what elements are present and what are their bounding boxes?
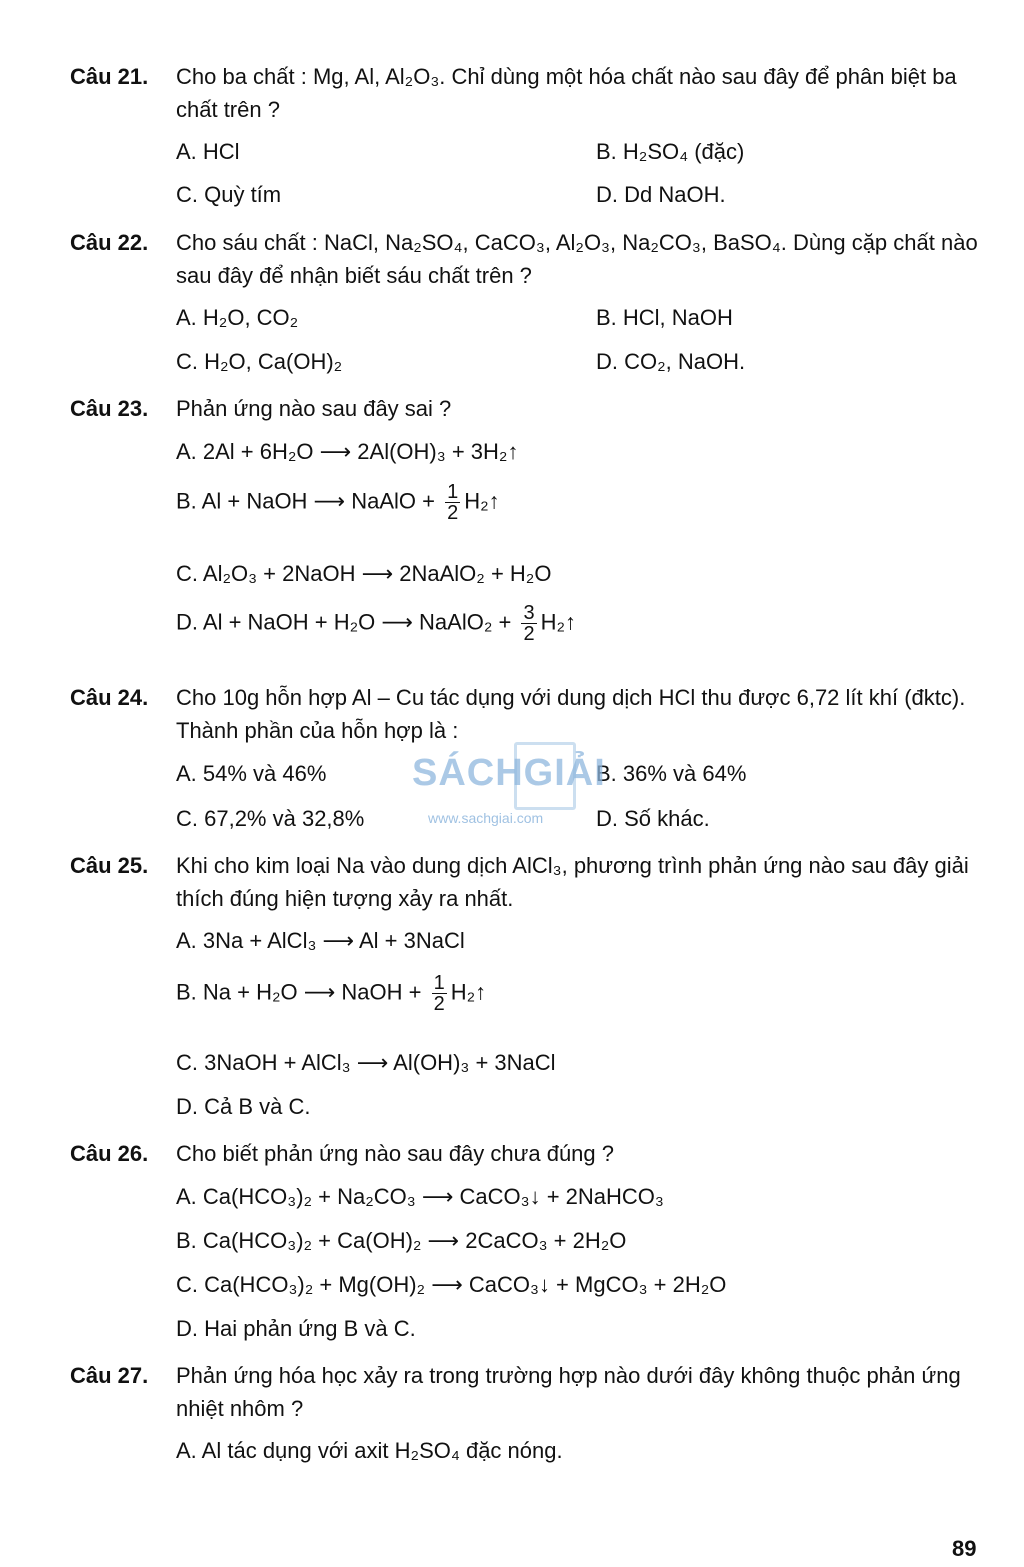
question-number: Câu 21. — [70, 64, 149, 89]
question-number: Câu 22. — [70, 230, 149, 255]
option-d: D. Số khác. — [596, 806, 710, 831]
numerator: 1 — [433, 972, 445, 994]
option-c: C. Ca(HCO₃)₂ + Mg(OH)₂ ⟶ CaCO₃↓ + MgCO₃ + 2H₂O — [176, 1272, 727, 1297]
option-c: C. 3NaOH + AlCl₃ ⟶ Al(OH)₃ + 3NaCl — [176, 1050, 556, 1075]
option-a: A. 54% và 46% — [176, 761, 327, 786]
question-number: Câu 26. — [70, 1141, 149, 1166]
option-d: D. Cả B và C. — [176, 1094, 311, 1119]
option-a: A. HCl — [176, 139, 240, 164]
question-26 — [70, 1137, 985, 1170]
product: H₂↑ — [540, 609, 577, 635]
fraction — [521, 603, 536, 644]
option-a: A. H₂O, CO₂ — [176, 305, 299, 330]
option-b — [176, 482, 500, 523]
question-stem: Phản ứng nào sau đây sai ? — [176, 396, 452, 421]
option-a: A. Ca(HCO₃)₂ + Na₂CO₃ ⟶ CaCO₃↓ + 2NaHCO₃ — [176, 1184, 664, 1209]
option-b — [176, 973, 486, 1014]
equation: D. Al + NaOH + H₂O ⟶ NaAlO₂ + — [176, 609, 512, 635]
equation: B. Na + H₂O ⟶ NaOH + — [176, 979, 422, 1005]
question-stem: Cho sáu chất : NaCl, Na₂SO₄, CaCO₃, Al₂O₃, Na₂CO₃, BaSO₄. Dùng cặp chất nào sau đây để nhận biết sáu chất trên ? — [176, 230, 978, 288]
denominator: 2 — [523, 623, 535, 645]
question-stem: Cho ba chất : Mg, Al, Al₂O₃. Chỉ dùng một hóa chất nào sau đây để phân biệt ba chất trên ? — [176, 64, 957, 122]
question-number: Câu 27. — [70, 1363, 149, 1388]
product: H₂↑ — [450, 979, 487, 1005]
question-23 — [70, 392, 985, 425]
question-24 — [70, 681, 985, 747]
numerator: 1 — [447, 481, 459, 503]
fraction — [432, 973, 447, 1014]
option-b: B. HCl, NaOH — [596, 305, 733, 330]
question-25 — [70, 849, 985, 915]
numerator: 3 — [523, 602, 535, 624]
option-b: B. Ca(HCO₃)₂ + Ca(OH)₂ ⟶ 2CaCO₃ + 2H₂O — [176, 1228, 627, 1253]
option-d: D. Hai phản ứng B và C. — [176, 1316, 416, 1341]
question-22 — [70, 226, 985, 292]
option-c: C. 67,2% và 32,8% — [176, 806, 365, 831]
option-a: A. 2Al + 6H₂O ⟶ 2Al(OH)₃ + 3H₂↑ — [176, 439, 519, 464]
option-c: C. H₂O, Ca(OH)₂ — [176, 349, 343, 374]
page-number: 89 — [952, 1536, 977, 1561]
denominator: 2 — [447, 502, 459, 524]
equation: B. Al + NaOH ⟶ NaAlO + — [176, 488, 435, 514]
question-number: Câu 24. — [70, 685, 149, 710]
question-stem: Cho biết phản ứng nào sau đây chưa đúng ? — [176, 1141, 615, 1166]
question-27 — [70, 1359, 985, 1425]
watermark-logo — [412, 740, 606, 830]
option-b: B. H₂SO₄ (đặc) — [596, 139, 745, 164]
product: H₂↑ — [464, 488, 500, 514]
option-d: D. CO₂, NaOH. — [596, 349, 746, 374]
option-a: A. 3Na + AlCl₃ ⟶ Al + 3NaCl — [176, 928, 465, 953]
option-b: B. 36% và 64% — [596, 761, 747, 786]
watermark-url: www.sachgiai.com — [428, 810, 544, 826]
question-21 — [70, 60, 985, 126]
question-stem: Cho 10g hỗn hợp Al – Cu tác dụng với dung dịch HCl thu được 6,72 lít khí (đktc). Thành phần của hỗn hợp là : — [176, 685, 966, 743]
question-stem: Phản ứng hóa học xảy ra trong trường hợp nào dưới đây không thuộc phản ứng nhiệt nhôm ? — [176, 1363, 961, 1421]
question-number: Câu 23. — [70, 396, 149, 421]
option-d — [176, 603, 576, 644]
denominator: 2 — [433, 993, 445, 1015]
question-number: Câu 25. — [70, 853, 149, 878]
option-d: D. Dd NaOH. — [596, 182, 726, 207]
option-c: C. Al₂O₃ + 2NaOH ⟶ 2NaAlO₂ + H₂O — [176, 561, 552, 586]
option-c: C. Quỳ tím — [176, 182, 282, 207]
option-a: A. Al tác dụng với axit H₂SO₄ đặc nóng. — [176, 1438, 563, 1463]
watermark-brand: SÁCHGIẢI — [412, 752, 606, 794]
question-stem: Khi cho kim loại Na vào dung dịch AlCl₃, phương trình phản ứng nào sau đây giải thích đúng hiện tượng xảy ra nhất. — [176, 853, 969, 911]
fraction — [445, 482, 460, 523]
